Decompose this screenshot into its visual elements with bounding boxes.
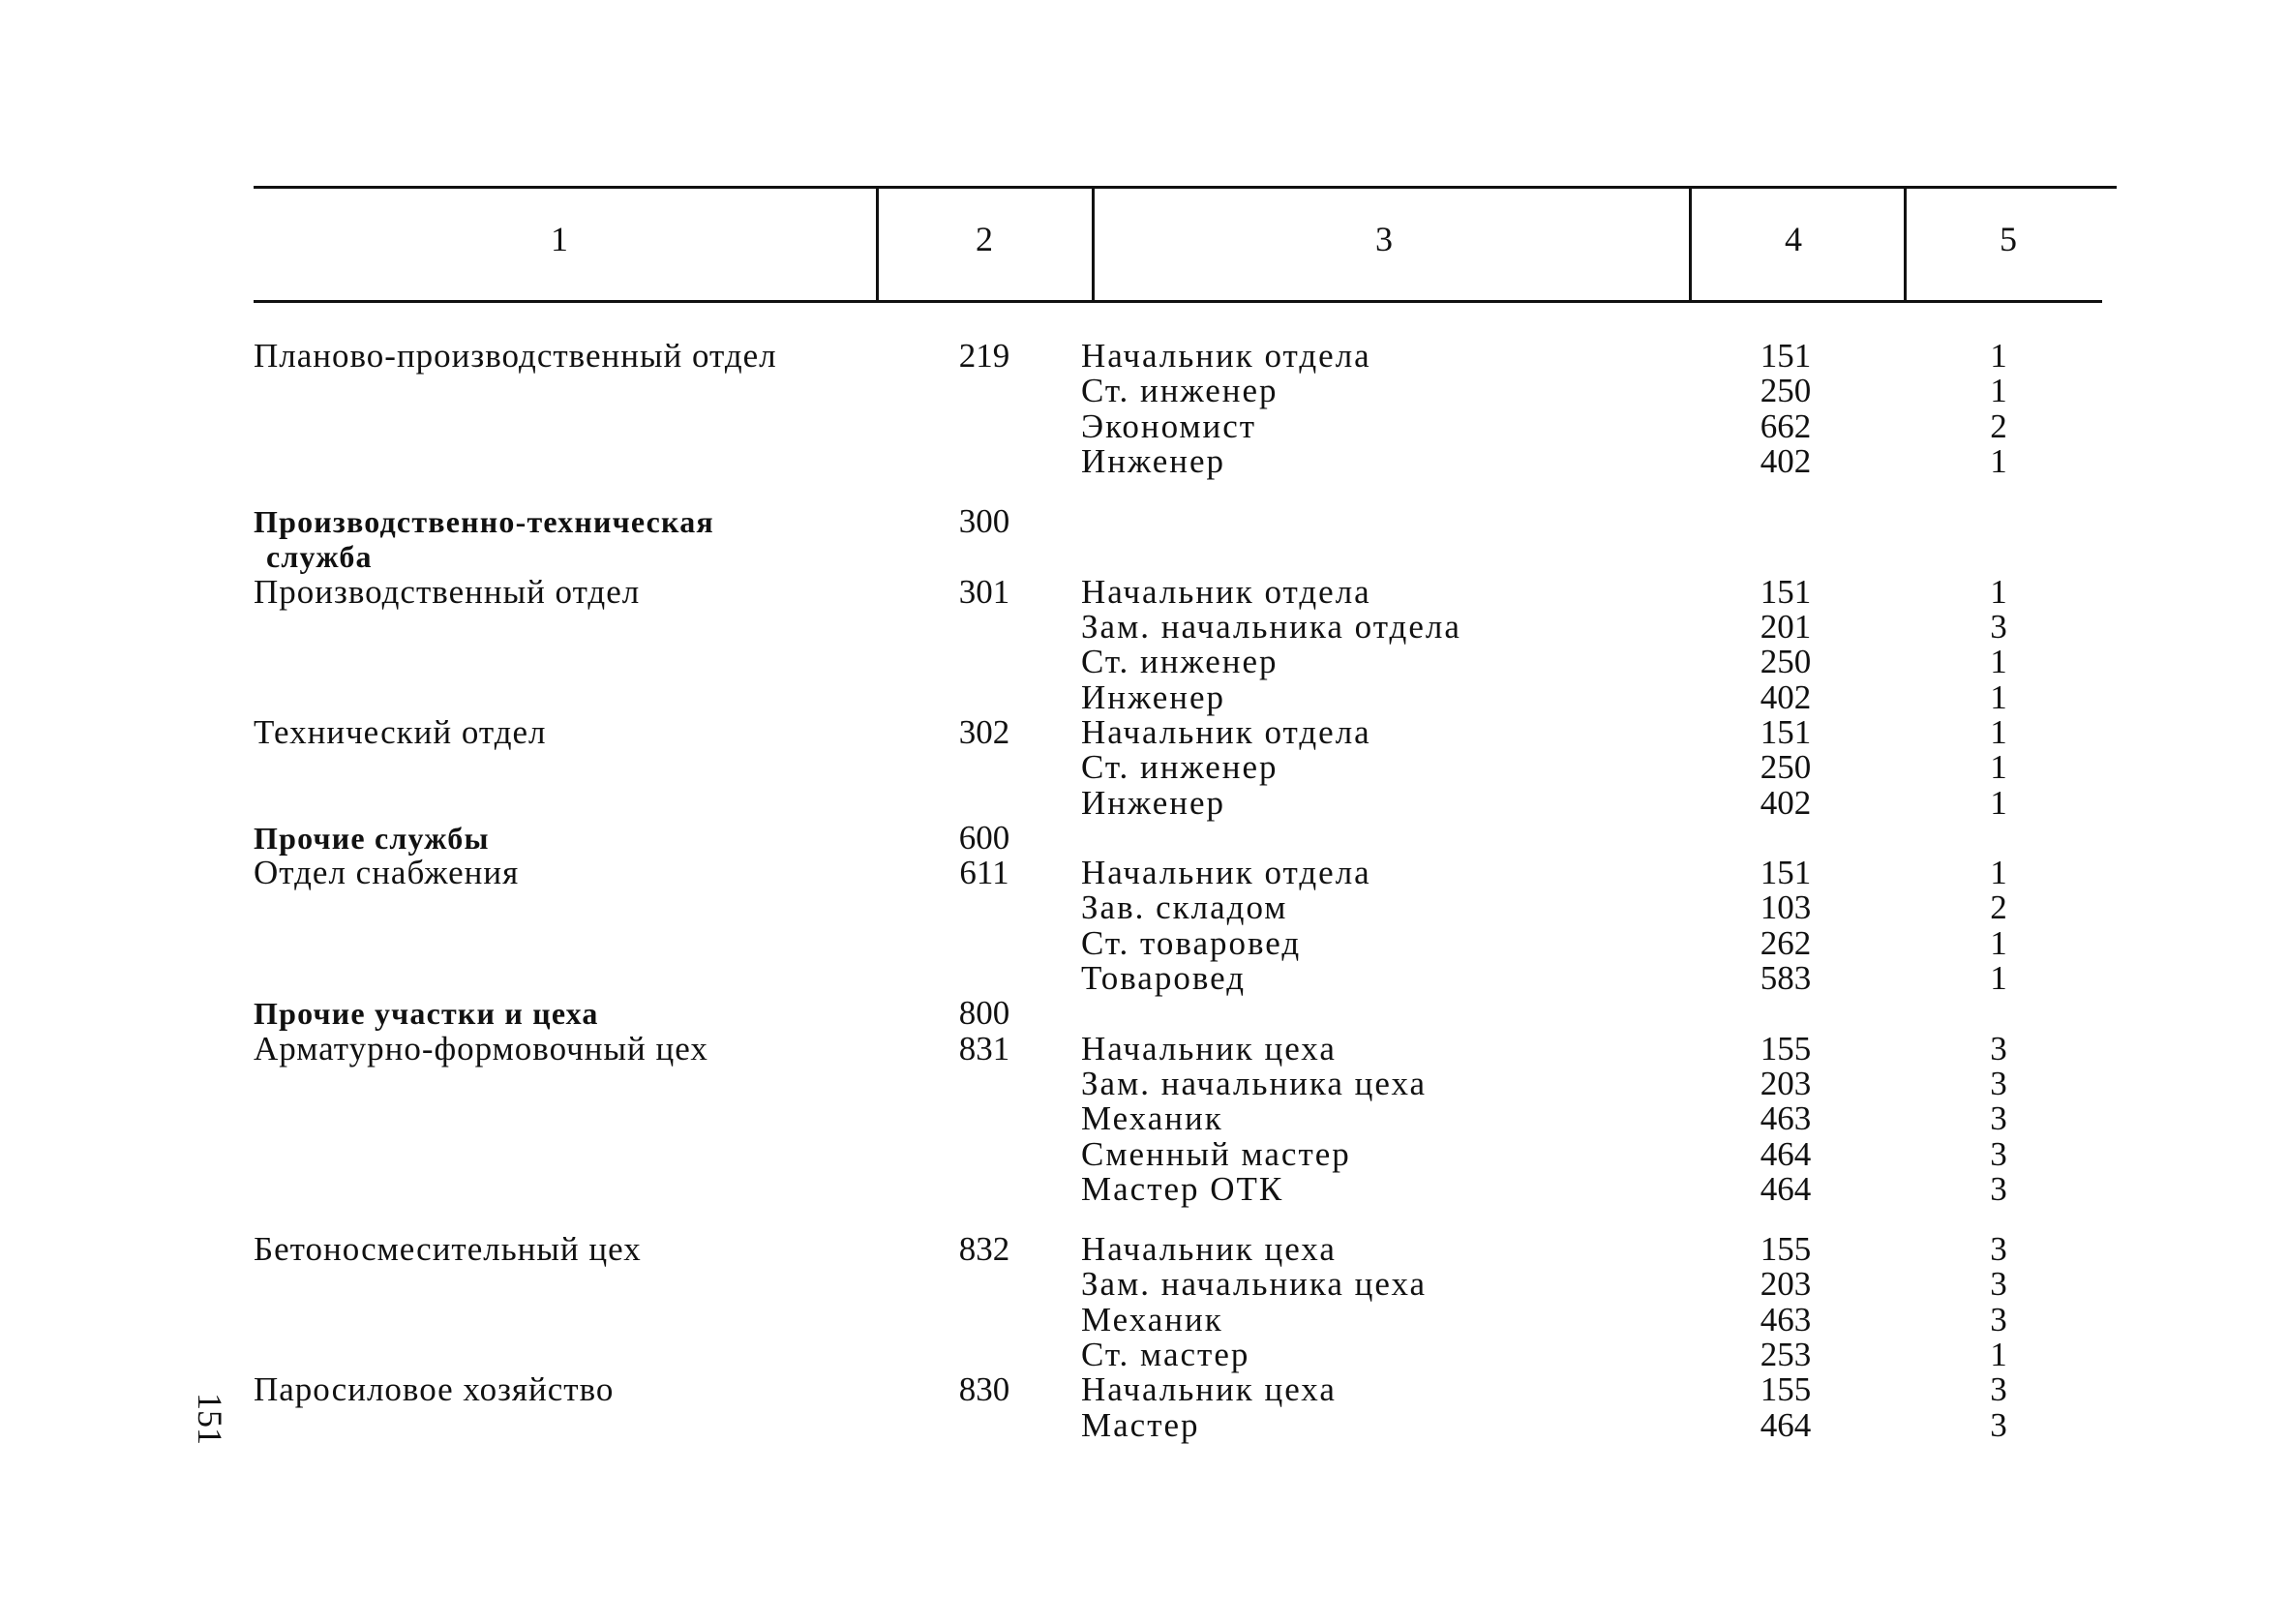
staff-table-body [0,339,2287,1443]
count-cell: 3 [1990,1370,2007,1409]
table-row [0,339,2287,374]
count-cell: 3 [1990,1300,2007,1338]
department-code-cell: 302 [958,712,1010,751]
table-row [0,750,2287,785]
page-number: 151 [191,1393,229,1445]
column-header-1: 1 [551,220,568,258]
count-cell: 1 [1990,959,2007,998]
count-cell: 1 [1990,643,2007,681]
department-code-cell: 300 [958,502,1010,541]
table-row [0,441,2287,480]
position-cell: Механик [1081,1300,1223,1338]
table-row [0,645,2287,679]
table-row [0,712,2287,751]
position-cell: Зам. начальника цеха [1081,1265,1428,1304]
position-cell: Зам. начальника отдела [1081,608,1461,647]
department-cell: Паросиловое хозяйство [254,1370,615,1409]
header-divider-2 [1092,188,1095,300]
count-cell: 3 [1990,1134,2007,1173]
table-row [0,406,2287,445]
department-cell: служба [266,539,373,575]
position-cell: Начальник цеха [1081,1230,1337,1269]
position-code-cell: 402 [1760,441,1812,480]
table-row [0,1338,2287,1372]
header-divider-1 [876,188,879,300]
table-row [0,961,2287,996]
header-divider-4 [1904,188,1907,300]
position-cell: Механик [1081,1099,1223,1138]
count-cell: 1 [1990,677,2007,716]
department-cell: Производственно-техническая [254,504,714,540]
column-header-4: 4 [1785,220,1802,258]
table-row [0,374,2287,408]
position-cell: Инженер [1081,783,1226,822]
position-cell: Начальник отдела [1081,572,1371,611]
position-cell: Ст. мастер [1081,1336,1250,1374]
table-row [0,677,2287,716]
department-code-cell: 301 [958,572,1010,611]
table-row [0,1232,2287,1267]
row-gap [0,479,2287,504]
position-cell: Зав. складом [1081,888,1288,927]
header-divider-3 [1689,188,1692,300]
count-cell: 3 [1990,1265,2007,1304]
table-row [0,923,2287,962]
count-cell: 3 [1990,1064,2007,1102]
count-cell: 1 [1990,783,2007,822]
table-row [0,1029,2287,1068]
count-cell: 3 [1990,1230,2007,1269]
count-cell: 1 [1990,372,2007,410]
position-code-cell: 250 [1760,372,1812,410]
table-row [0,1405,2287,1444]
department-code-cell: 831 [958,1029,1010,1068]
department-cell: Отдел снабжения [254,854,520,892]
count-cell: 1 [1990,712,2007,751]
count-cell: 1 [1990,572,2007,611]
position-cell: Начальник цеха [1081,1029,1337,1068]
department-code-cell: 832 [958,1230,1010,1269]
position-code-cell: 464 [1760,1405,1812,1444]
position-code-cell: 463 [1760,1099,1812,1138]
count-cell: 1 [1990,1336,2007,1374]
position-cell: Мастер ОТК [1081,1169,1284,1208]
header-top-rule [254,186,2117,189]
position-code-cell: 155 [1760,1029,1812,1068]
position-code-cell: 464 [1760,1134,1812,1173]
table-row [0,818,2287,857]
table-row [0,572,2287,611]
row-gap [0,1207,2287,1232]
count-cell: 2 [1990,406,2007,445]
position-cell: Товаровед [1081,959,1247,998]
department-cell: Прочие участки и цеха [254,996,599,1032]
position-cell: Ст. инженер [1081,372,1279,410]
count-cell: 1 [1990,748,2007,787]
position-cell: Экономист [1081,406,1257,445]
table-row [0,1101,2287,1136]
position-cell: Мастер [1081,1405,1200,1444]
department-code-cell: 219 [958,337,1010,375]
department-code-cell: 600 [958,818,1010,857]
position-code-cell: 262 [1760,923,1812,962]
table-row [0,1064,2287,1102]
position-code-cell: 464 [1760,1169,1812,1208]
table-row [0,1300,2287,1338]
count-cell: 1 [1990,337,2007,375]
position-code-cell: 402 [1760,677,1812,716]
position-cell: Начальник отдела [1081,712,1371,751]
count-cell: 3 [1990,608,2007,647]
table-row [0,539,2287,574]
column-header-3: 3 [1375,220,1393,258]
table-row [0,996,2287,1031]
count-cell: 2 [1990,888,2007,927]
position-code-cell: 151 [1760,854,1812,892]
position-code-cell: 250 [1760,748,1812,787]
table-row [0,1372,2287,1407]
position-code-cell: 402 [1760,783,1812,822]
department-code-cell: 800 [958,994,1010,1033]
position-code-cell: 203 [1760,1265,1812,1304]
position-code-cell: 201 [1760,608,1812,647]
table-row [0,1267,2287,1302]
position-cell: Начальник цеха [1081,1370,1337,1409]
position-code-cell: 103 [1760,888,1812,927]
department-cell: Планово-производственный отдел [254,337,777,375]
position-code-cell: 662 [1760,406,1812,445]
department-code-cell: 830 [958,1370,1010,1409]
table-row [0,504,2287,539]
count-cell: 3 [1990,1169,2007,1208]
position-code-cell: 253 [1760,1336,1812,1374]
position-cell: Инженер [1081,677,1226,716]
header-bottom-rule [254,300,2102,303]
position-code-cell: 155 [1760,1230,1812,1269]
department-cell: Производственный отдел [254,572,641,611]
position-code-cell: 463 [1760,1300,1812,1338]
position-code-cell: 155 [1760,1370,1812,1409]
position-cell: Ст. товаровед [1081,923,1302,962]
position-code-cell: 250 [1760,643,1812,681]
count-cell: 1 [1990,854,2007,892]
position-code-cell: 151 [1760,337,1812,375]
column-header-2: 2 [976,220,993,258]
position-cell: Сменный мастер [1081,1134,1351,1173]
count-cell: 3 [1990,1405,2007,1444]
position-cell: Зам. начальника цеха [1081,1064,1428,1102]
position-code-cell: 151 [1760,712,1812,751]
position-cell: Начальник отдела [1081,337,1371,375]
table-row [0,783,2287,822]
table-row [0,1169,2287,1208]
position-code-cell: 203 [1760,1064,1812,1102]
table-row [0,610,2287,645]
table-row [0,1134,2287,1173]
position-cell: Ст. инженер [1081,748,1279,787]
table-row [0,890,2287,925]
count-cell: 3 [1990,1029,2007,1068]
count-cell: 1 [1990,441,2007,480]
position-code-cell: 151 [1760,572,1812,611]
position-cell: Инженер [1081,441,1226,480]
department-cell: Технический отдел [254,712,547,751]
count-cell: 3 [1990,1099,2007,1138]
position-cell: Начальник отдела [1081,854,1371,892]
department-cell: Бетоносмесительный цех [254,1230,642,1269]
position-code-cell: 583 [1760,959,1812,998]
position-cell: Ст. инженер [1081,643,1279,681]
department-cell: Прочие службы [254,820,490,856]
table-row [0,856,2287,890]
department-code-cell: 611 [959,854,1009,892]
department-cell: Арматурно-формовочный цех [254,1029,708,1068]
count-cell: 1 [1990,923,2007,962]
column-header-5: 5 [2000,220,2017,258]
